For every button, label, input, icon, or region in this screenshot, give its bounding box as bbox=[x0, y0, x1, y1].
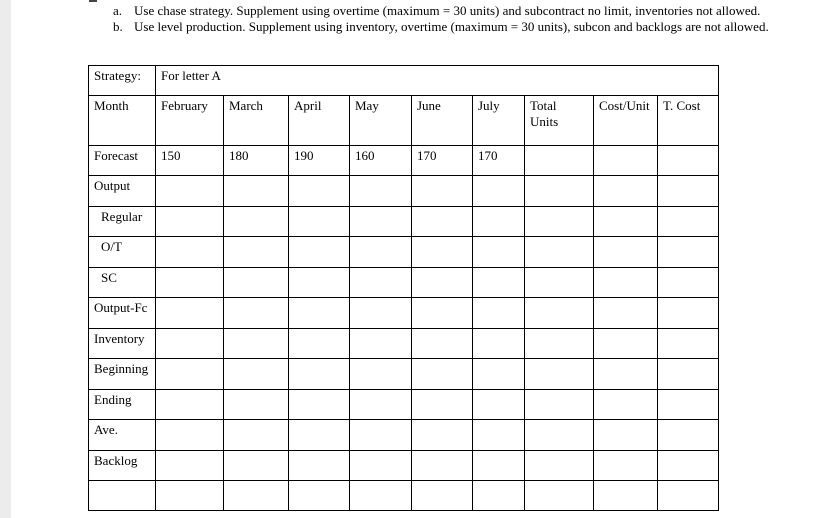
header-cell-july: July bbox=[473, 96, 525, 146]
empty-cell[interactable] bbox=[473, 207, 525, 237]
header-cell-may: May bbox=[350, 96, 412, 146]
empty-cell[interactable] bbox=[350, 237, 412, 268]
row-label-inventory: Inventory bbox=[89, 329, 156, 359]
empty-cell[interactable] bbox=[658, 207, 719, 237]
table-row bbox=[89, 359, 719, 390]
empty-cell[interactable] bbox=[658, 359, 719, 390]
empty-cell[interactable] bbox=[473, 451, 525, 481]
table-row bbox=[89, 390, 719, 420]
forecast-row bbox=[89, 146, 719, 176]
empty-cell[interactable] bbox=[473, 176, 525, 207]
empty-cell[interactable] bbox=[224, 359, 289, 390]
empty-cell[interactable] bbox=[289, 237, 350, 268]
empty-cell[interactable] bbox=[289, 176, 350, 207]
empty-cell[interactable] bbox=[350, 420, 412, 451]
header-cell-total-cost: T. Cost bbox=[658, 96, 719, 146]
empty-cell[interactable] bbox=[156, 207, 224, 237]
empty-cell[interactable] bbox=[156, 329, 224, 359]
empty-cell[interactable] bbox=[473, 298, 525, 329]
empty-cell[interactable] bbox=[473, 268, 525, 298]
table-row bbox=[89, 451, 719, 481]
empty-cell[interactable] bbox=[473, 481, 525, 511]
empty-cell[interactable] bbox=[658, 481, 719, 511]
empty-cell[interactable] bbox=[350, 390, 412, 420]
empty-cell[interactable] bbox=[350, 481, 412, 511]
empty-cell[interactable] bbox=[350, 329, 412, 359]
strategy-label-cell: Strategy: bbox=[89, 66, 156, 96]
empty-cell[interactable] bbox=[412, 359, 473, 390]
empty-cell[interactable] bbox=[594, 481, 658, 511]
empty-cell[interactable] bbox=[224, 268, 289, 298]
empty-cell[interactable] bbox=[594, 176, 658, 207]
empty-cell[interactable] bbox=[289, 298, 350, 329]
table-row bbox=[89, 481, 719, 511]
empty-cell[interactable] bbox=[658, 420, 719, 451]
row-label-ending: Ending bbox=[89, 390, 156, 420]
empty-cell[interactable] bbox=[289, 420, 350, 451]
table-row bbox=[89, 329, 719, 359]
header-cell-cost-per-unit: Cost/Unit bbox=[594, 96, 658, 146]
empty-cell[interactable] bbox=[412, 451, 473, 481]
empty-cell[interactable] bbox=[412, 420, 473, 451]
table-row bbox=[89, 268, 719, 298]
row-label-output: Output bbox=[89, 176, 156, 207]
empty-cell[interactable] bbox=[289, 329, 350, 359]
empty-cell[interactable] bbox=[289, 207, 350, 237]
empty-cell[interactable] bbox=[412, 329, 473, 359]
empty-cell[interactable] bbox=[289, 390, 350, 420]
table-row bbox=[89, 420, 719, 451]
row-label-subcontract: SC bbox=[89, 268, 156, 298]
strategy-row bbox=[89, 66, 719, 96]
header-cell-february: February bbox=[156, 96, 224, 146]
empty-cell[interactable] bbox=[156, 176, 224, 207]
forecast-cell: 170 bbox=[412, 146, 473, 176]
empty-cell[interactable] bbox=[350, 268, 412, 298]
empty-cell[interactable] bbox=[594, 268, 658, 298]
row-label-output-minus-forecast: Output-Fc bbox=[89, 298, 156, 329]
empty-cell[interactable] bbox=[156, 237, 224, 268]
forecast-cell: 170 bbox=[473, 146, 525, 176]
empty-cell[interactable] bbox=[473, 359, 525, 390]
row-label-average: Ave. bbox=[89, 420, 156, 451]
empty-cell[interactable] bbox=[412, 481, 473, 511]
empty-cell[interactable] bbox=[289, 359, 350, 390]
strategy-value-cell: For letter A bbox=[156, 66, 719, 96]
empty-cell[interactable] bbox=[224, 451, 289, 481]
empty-cell[interactable] bbox=[156, 451, 224, 481]
empty-cell[interactable] bbox=[525, 451, 594, 481]
empty-cell[interactable] bbox=[350, 359, 412, 390]
empty-cell[interactable] bbox=[658, 451, 719, 481]
empty-cell[interactable] bbox=[525, 481, 594, 511]
empty-cell[interactable] bbox=[224, 329, 289, 359]
empty-cell[interactable] bbox=[224, 298, 289, 329]
empty-cell[interactable] bbox=[350, 451, 412, 481]
header-cell-total-units: Total Units bbox=[525, 96, 594, 146]
empty-cell[interactable] bbox=[525, 207, 594, 237]
instruction-text: Use chase strategy. Supplement using overtime (maximum = 30 units) and subcontract no limit, inventories not allowed. bbox=[134, 3, 761, 18]
empty-cell[interactable] bbox=[156, 481, 224, 511]
instruction-marker: b. bbox=[113, 19, 123, 34]
forecast-cell: 160 bbox=[350, 146, 412, 176]
empty-cell[interactable] bbox=[224, 207, 289, 237]
empty-cell[interactable] bbox=[224, 481, 289, 511]
empty-cell[interactable] bbox=[224, 390, 289, 420]
forecast-cell: 190 bbox=[289, 146, 350, 176]
table-row bbox=[89, 298, 719, 329]
instruction-item bbox=[113, 19, 769, 35]
aggregate-plan-table bbox=[88, 65, 719, 511]
empty-cell[interactable] bbox=[412, 176, 473, 207]
empty-cell[interactable] bbox=[525, 268, 594, 298]
empty-cell[interactable] bbox=[525, 146, 594, 176]
header-row bbox=[89, 96, 719, 146]
empty-cell[interactable] bbox=[658, 176, 719, 207]
empty-cell[interactable] bbox=[156, 268, 224, 298]
empty-cell[interactable] bbox=[594, 359, 658, 390]
empty-cell[interactable] bbox=[156, 390, 224, 420]
empty-cell[interactable] bbox=[350, 298, 412, 329]
row-label-forecast: Forecast bbox=[89, 146, 156, 176]
empty-cell[interactable] bbox=[412, 390, 473, 420]
empty-cell[interactable] bbox=[224, 176, 289, 207]
empty-cell[interactable] bbox=[473, 329, 525, 359]
empty-cell[interactable] bbox=[412, 207, 473, 237]
empty-cell[interactable] bbox=[156, 359, 224, 390]
empty-cell[interactable] bbox=[224, 237, 289, 268]
row-label-beginning: Beginning bbox=[89, 359, 156, 390]
empty-cell[interactable] bbox=[658, 329, 719, 359]
empty-cell[interactable] bbox=[224, 420, 289, 451]
empty-cell[interactable] bbox=[473, 390, 525, 420]
forecast-cell: 150 bbox=[156, 146, 224, 176]
empty-cell[interactable] bbox=[594, 390, 658, 420]
empty-cell[interactable] bbox=[658, 390, 719, 420]
table-row bbox=[89, 237, 719, 268]
empty-cell[interactable] bbox=[594, 298, 658, 329]
empty-cell[interactable] bbox=[658, 146, 719, 176]
empty-cell[interactable] bbox=[525, 237, 594, 268]
empty-cell[interactable] bbox=[89, 481, 156, 511]
row-label-regular: Regular bbox=[89, 207, 156, 237]
empty-cell[interactable] bbox=[473, 237, 525, 268]
text-cursor-mark bbox=[89, 0, 97, 2]
empty-cell[interactable] bbox=[525, 420, 594, 451]
empty-cell[interactable] bbox=[525, 390, 594, 420]
empty-cell[interactable] bbox=[525, 329, 594, 359]
empty-cell[interactable] bbox=[289, 481, 350, 511]
instruction-item bbox=[113, 3, 769, 19]
empty-cell[interactable] bbox=[350, 207, 412, 237]
empty-cell[interactable] bbox=[525, 298, 594, 329]
empty-cell[interactable] bbox=[658, 237, 719, 268]
header-cell-april: April bbox=[289, 96, 350, 146]
instruction-list bbox=[113, 3, 769, 35]
table-row bbox=[89, 176, 719, 207]
empty-cell[interactable] bbox=[289, 268, 350, 298]
empty-cell[interactable] bbox=[412, 237, 473, 268]
header-cell-march: March bbox=[224, 96, 289, 146]
empty-cell[interactable] bbox=[156, 298, 224, 329]
empty-cell[interactable] bbox=[594, 146, 658, 176]
forecast-cell: 180 bbox=[224, 146, 289, 176]
empty-cell[interactable] bbox=[594, 207, 658, 237]
empty-cell[interactable] bbox=[594, 420, 658, 451]
empty-cell[interactable] bbox=[156, 420, 224, 451]
empty-cell[interactable] bbox=[473, 420, 525, 451]
empty-cell[interactable] bbox=[289, 451, 350, 481]
empty-cell[interactable] bbox=[525, 176, 594, 207]
table-row bbox=[89, 207, 719, 237]
empty-cell[interactable] bbox=[412, 298, 473, 329]
row-label-overtime: O/T bbox=[89, 237, 156, 268]
empty-cell[interactable] bbox=[594, 451, 658, 481]
instruction-marker: a. bbox=[113, 3, 123, 18]
empty-cell[interactable] bbox=[658, 298, 719, 329]
header-cell-month: Month bbox=[89, 96, 156, 146]
empty-cell[interactable] bbox=[594, 237, 658, 268]
empty-cell[interactable] bbox=[594, 329, 658, 359]
empty-cell[interactable] bbox=[350, 176, 412, 207]
row-label-backlog: Backlog bbox=[89, 451, 156, 481]
empty-cell[interactable] bbox=[412, 268, 473, 298]
instruction-text: Use level production. Supplement using inventory, overtime (maximum = 30 units), subcon and backlogs are not allowed. bbox=[134, 19, 769, 34]
page-margin-edge bbox=[0, 0, 11, 518]
empty-cell[interactable] bbox=[658, 268, 719, 298]
empty-cell[interactable] bbox=[525, 359, 594, 390]
header-cell-june: June bbox=[412, 96, 473, 146]
